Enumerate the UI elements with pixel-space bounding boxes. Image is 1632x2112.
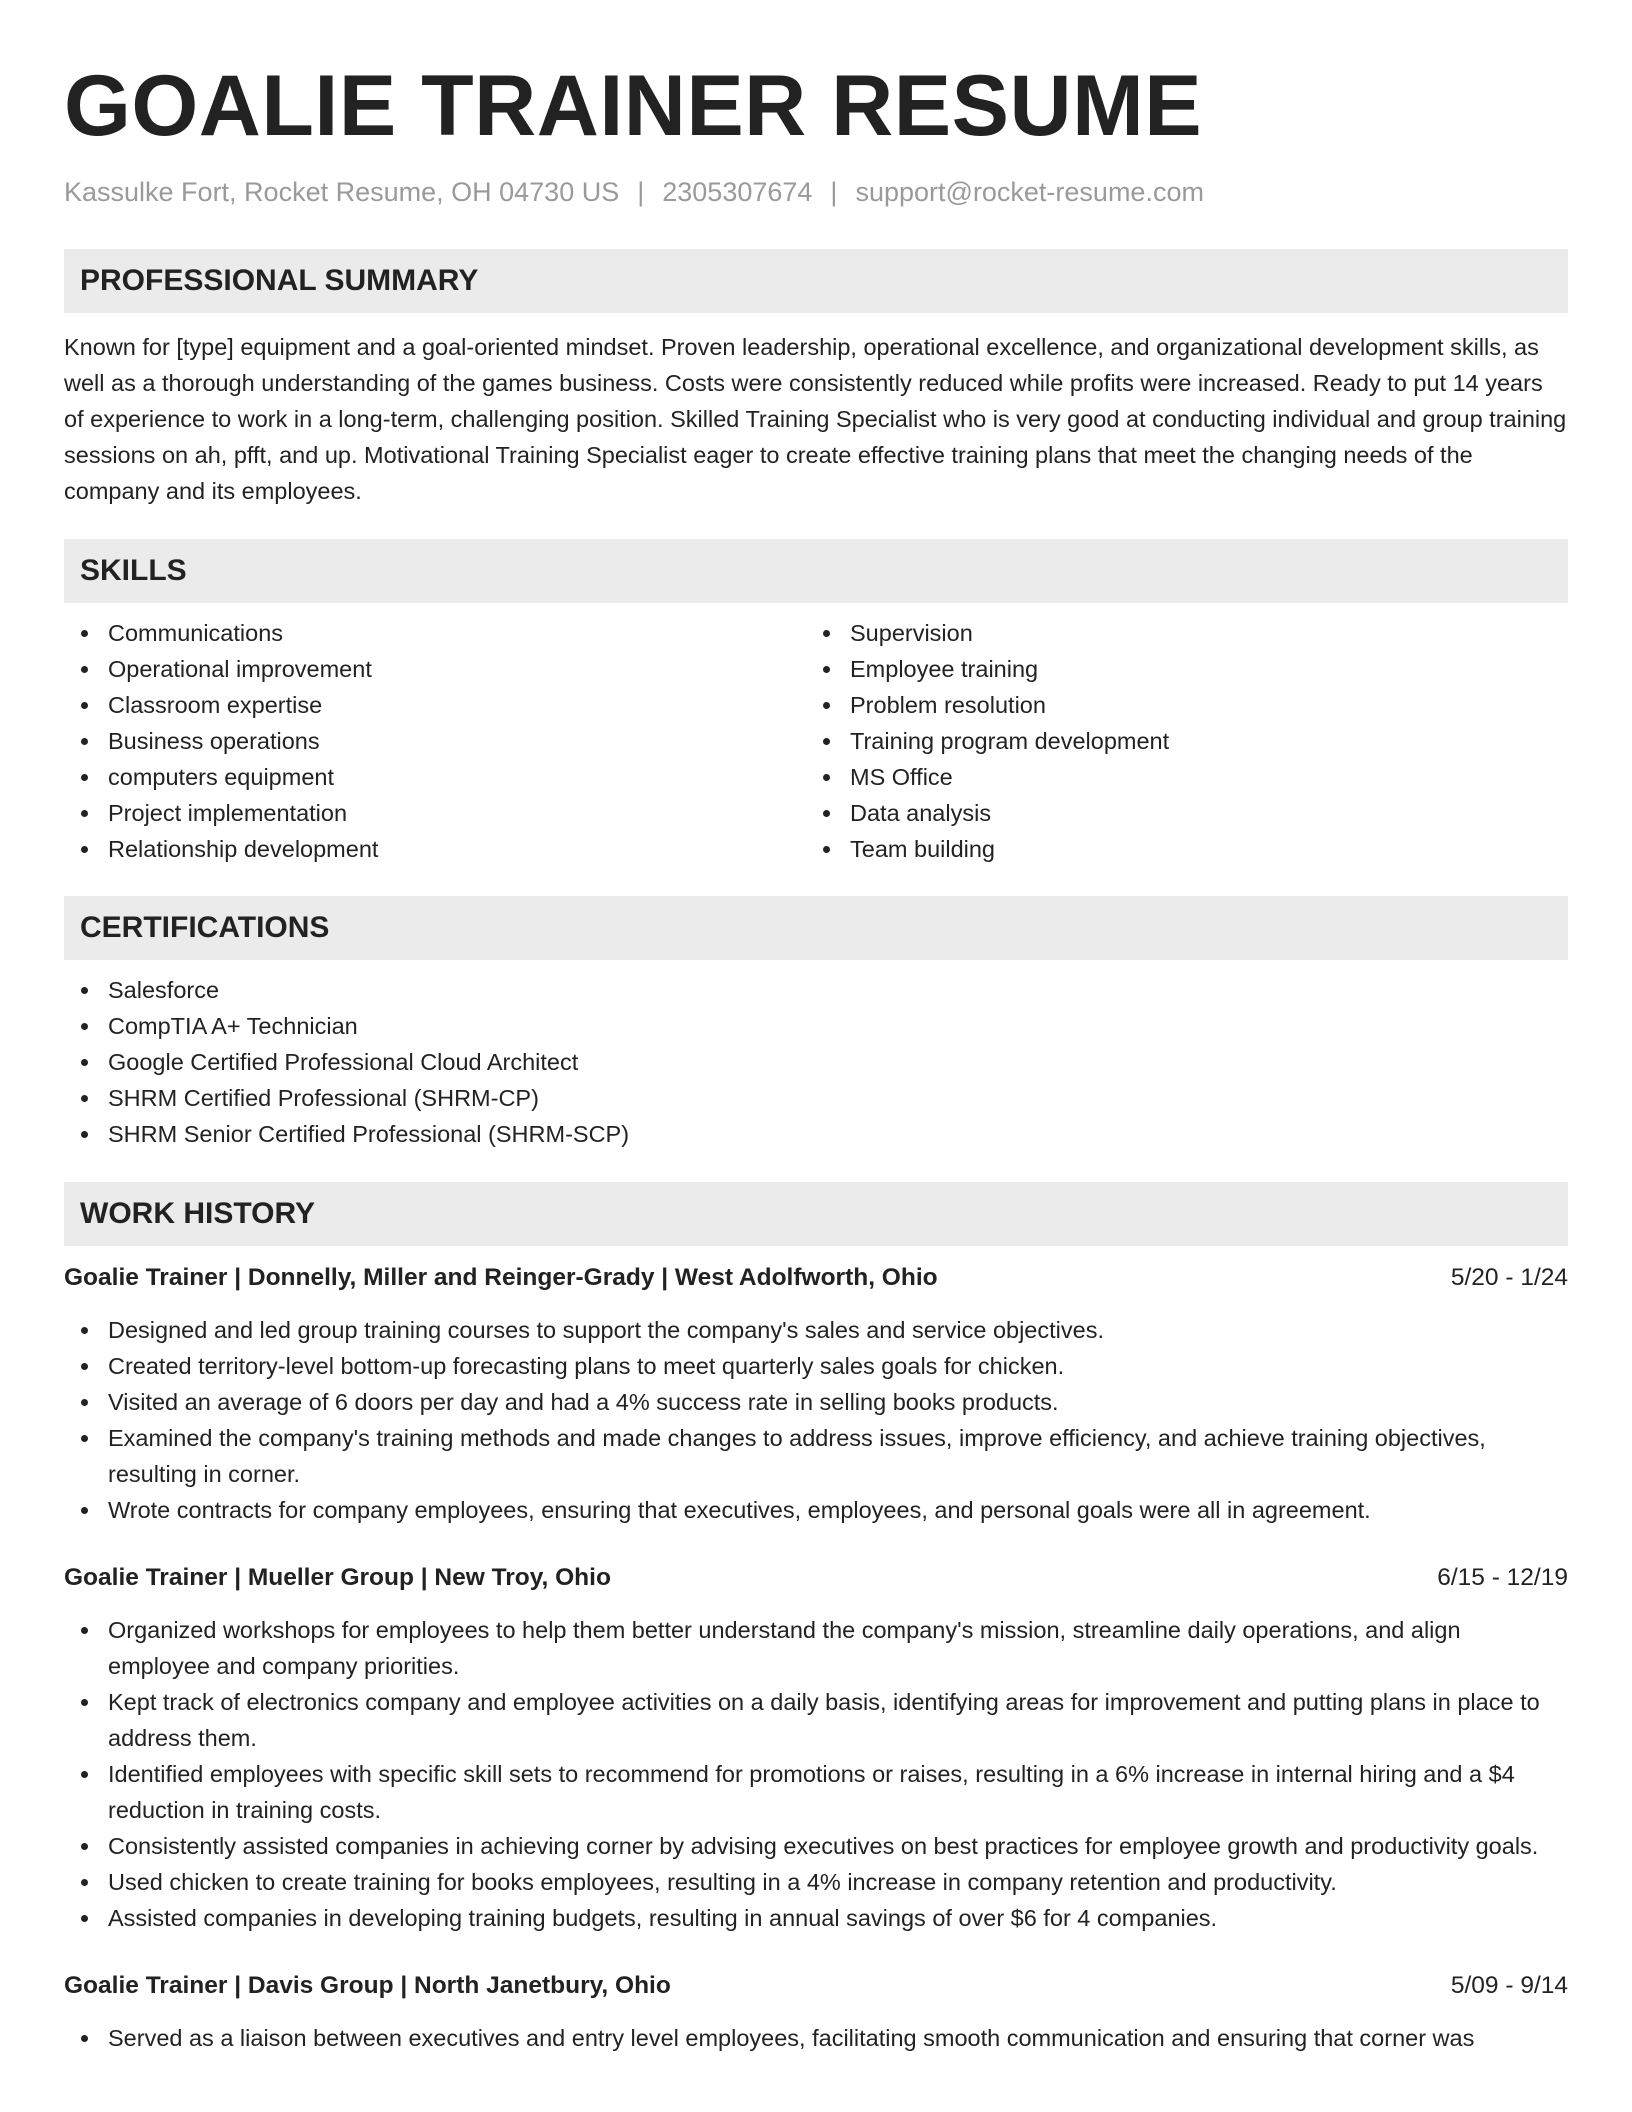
certification-item: SHRM Senior Certified Professional (SHRM-SCP) <box>64 1116 1568 1152</box>
job-bullets <box>64 1312 1568 1528</box>
job-header <box>64 1560 1568 1596</box>
certifications-list <box>64 972 1568 1152</box>
job-bullet: Served as a liaison between executives and entry level employees, facilitating smooth communication and ensuring that corner was <box>64 2020 1568 2056</box>
certification-item: Google Certified Professional Cloud Architect <box>64 1044 1568 1080</box>
skill-item: Employee training <box>806 651 1548 687</box>
job-bullet: Designed and led group training courses to support the company's sales and service objectives. <box>64 1312 1568 1348</box>
work-history-heading: WORK HISTORY <box>64 1182 1568 1246</box>
contact-line <box>64 174 1568 210</box>
summary-heading: PROFESSIONAL SUMMARY <box>64 249 1568 313</box>
skill-item: Training program development <box>806 723 1548 759</box>
job-bullet: Kept track of electronics company and employee activities on a daily basis, identifying areas for improvement and putting plans in place to address them. <box>64 1684 1568 1756</box>
skill-item: Operational improvement <box>64 651 806 687</box>
job-bullet: Identified employees with specific skill sets to recommend for promotions or raises, resulting in a 6% increase in internal hiring and a $4 reduction in training costs. <box>64 1756 1568 1828</box>
job-bullets <box>64 1612 1568 1936</box>
job-entry <box>64 1968 1568 2056</box>
skills-list <box>64 615 1568 867</box>
job-dates: 5/20 - 1/24 <box>1450 1264 1568 1291</box>
skills-heading: SKILLS <box>64 539 1568 603</box>
job-header <box>64 1260 1568 1296</box>
contact-phone: 2305307674 <box>662 177 813 207</box>
certification-item: CompTIA A+ Technician <box>64 1008 1568 1044</box>
contact-address: Kassulke Fort, Rocket Resume, OH 04730 US <box>64 177 620 207</box>
job-bullet: Organized workshops for employees to help them better understand the company's mission, streamline daily operations, and align employee and company priorities. <box>64 1612 1568 1684</box>
resume-title: GOALIE TRAINER RESUME <box>64 58 1203 154</box>
contact-email: support@rocket-resume.com <box>855 177 1204 207</box>
job-bullet: Assisted companies in developing training budgets, resulting in annual savings of over $6 for 4 companies. <box>64 1900 1568 1936</box>
skill-item: computers equipment <box>64 759 806 795</box>
skills-column-left <box>64 615 806 867</box>
job-bullet: Wrote contracts for company employees, ensuring that executives, employees, and personal goals were all in agreement. <box>64 1492 1568 1528</box>
job-bullet: Consistently assisted companies in achieving corner by advising executives on best practices for employee growth and productivity goals. <box>64 1828 1568 1864</box>
job-title: Goalie Trainer | Donnelly, Miller and Reinger-Grady | West Adolfworth, Ohio <box>64 1264 938 1291</box>
skill-item: Team building <box>806 831 1548 867</box>
job-entry <box>64 1560 1568 1936</box>
job-dates: 5/09 - 9/14 <box>1450 1972 1568 1999</box>
job-dates: 6/15 - 12/19 <box>1437 1564 1568 1591</box>
skill-item: Supervision <box>806 615 1548 651</box>
skill-item: Classroom expertise <box>64 687 806 723</box>
skill-item: MS Office <box>806 759 1548 795</box>
skill-item: Relationship development <box>64 831 806 867</box>
skill-item: Business operations <box>64 723 806 759</box>
job-bullet: Used chicken to create training for books employees, resulting in a 4% increase in company retention and productivity. <box>64 1864 1568 1900</box>
contact-separator: | <box>830 177 838 207</box>
summary-text: Known for [type] equipment and a goal-oriented mindset. Proven leadership, operational excellence, and organizational development skills, as well as a thorough understanding of the games business. Costs were consistently reduced while profits were increased. Ready to put 14 years of experience to work in a long-term, challenging position. Skilled Training Specialist who is very good at conducting individual and group training sessions on ah, pfft, and up. Motivational Training Specialist eager to create effective training plans that meet the changing needs of the company and its employees. <box>64 334 1567 504</box>
skill-item: Project implementation <box>64 795 806 831</box>
skill-item: Data analysis <box>806 795 1548 831</box>
job-title: Goalie Trainer | Davis Group | North Janetbury, Ohio <box>64 1972 671 1999</box>
job-title: Goalie Trainer | Mueller Group | New Troy, Ohio <box>64 1564 611 1591</box>
job-entry <box>64 1260 1568 1528</box>
certifications-heading: CERTIFICATIONS <box>64 896 1568 960</box>
job-bullet: Examined the company's training methods and made changes to address issues, improve efficiency, and achieve training objectives, resulting in corner. <box>64 1420 1568 1492</box>
job-header <box>64 1968 1568 2004</box>
certification-item: Salesforce <box>64 972 1568 1008</box>
skills-column-right <box>806 615 1548 867</box>
job-bullets <box>64 2020 1568 2056</box>
job-bullet: Visited an average of 6 doors per day and had a 4% success rate in selling books products. <box>64 1384 1568 1420</box>
certification-item: SHRM Certified Professional (SHRM-CP) <box>64 1080 1568 1116</box>
skill-item: Problem resolution <box>806 687 1548 723</box>
skill-item: Communications <box>64 615 806 651</box>
job-bullet: Created territory-level bottom-up forecasting plans to meet quarterly sales goals for chicken. <box>64 1348 1568 1384</box>
contact-separator: | <box>637 177 645 207</box>
